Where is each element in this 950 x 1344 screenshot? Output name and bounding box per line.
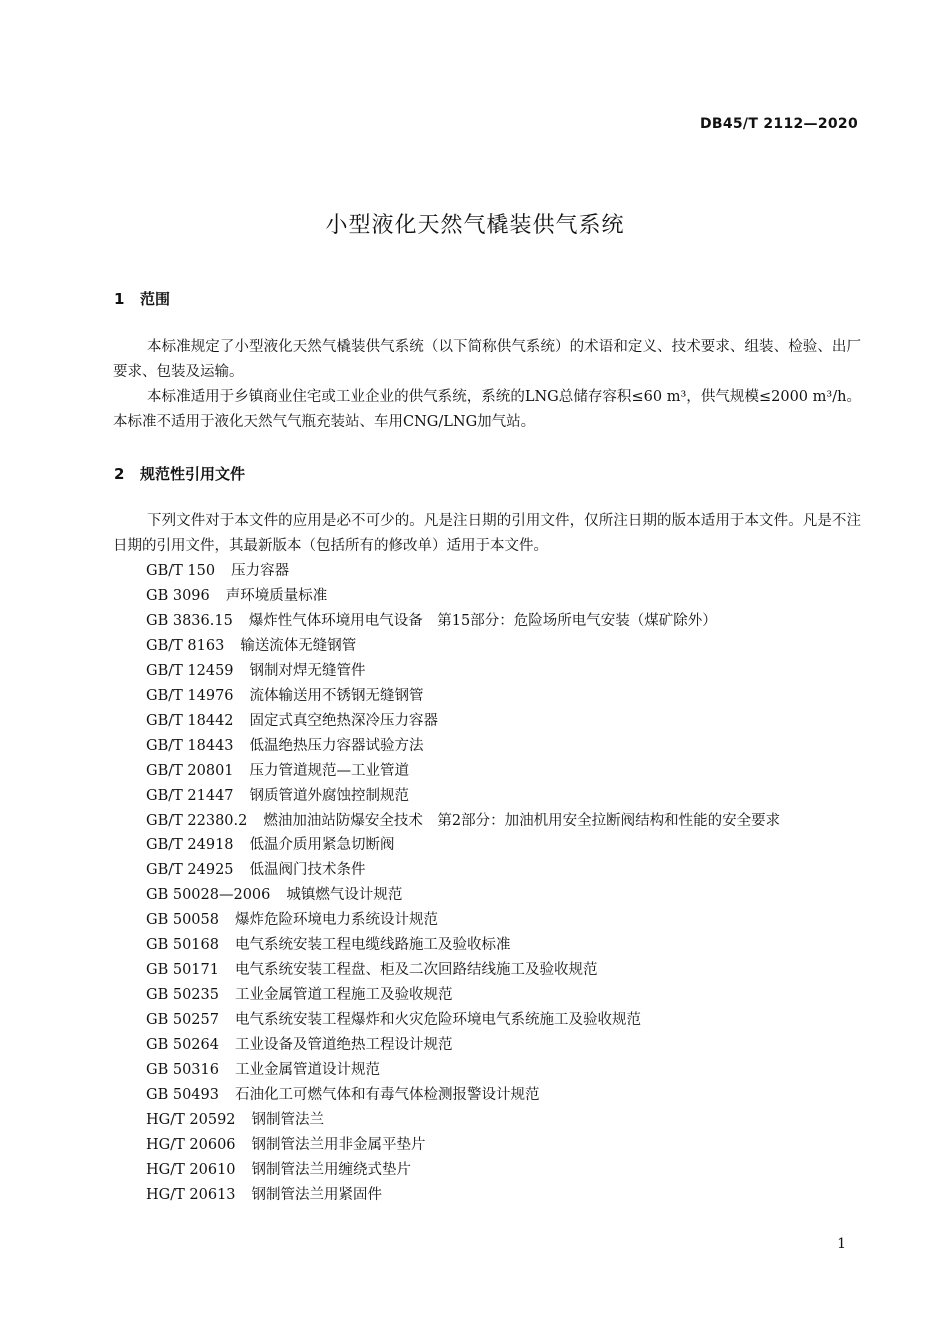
reference-code: GB 50171 bbox=[146, 962, 219, 979]
reference-code: GB 50264 bbox=[146, 1037, 219, 1054]
section-number: 1 bbox=[114, 290, 125, 308]
reference-code: GB 50168 bbox=[146, 937, 219, 954]
reference-code: GB/T 24925 bbox=[146, 862, 234, 879]
reference-title: 电气系统安装工程爆炸和火灾危险环境电气系统施工及验收规范 bbox=[234, 1012, 641, 1029]
reference-title: 钢制管法兰 bbox=[251, 1111, 325, 1128]
list-item bbox=[146, 609, 780, 634]
document-code: DB45/T 2112—2020 bbox=[699, 116, 858, 132]
reference-title: 石油化工可燃气体和有毒气体检测报警设计规范 bbox=[234, 1087, 540, 1104]
reference-title: 电气系统安装工程盘、柜及二次回路结线施工及验收规范 bbox=[234, 962, 598, 979]
reference-title: 城镇燃气设计规范 bbox=[286, 887, 403, 904]
page-number: 1 bbox=[837, 1236, 846, 1252]
reference-code: GB/T 12459 bbox=[146, 662, 234, 679]
reference-title: 钢制管法兰用非金属平垫片 bbox=[251, 1136, 426, 1153]
list-item bbox=[146, 734, 780, 759]
paragraph: 下列文件对于本文件的应用是必不可少的。凡是注日期的引用文件，仅所注日期的版本适用于本文件。凡是不注日期的引用文件，其最新版本（包括所有的修改单）适用于本文件。 bbox=[113, 513, 861, 554]
reference-list bbox=[146, 559, 780, 1208]
list-item bbox=[146, 759, 780, 784]
reference-title: 工业设备及管道绝热工程设计规范 bbox=[234, 1037, 453, 1054]
reference-title: 压力容器 bbox=[231, 563, 290, 579]
reference-code: GB 50257 bbox=[146, 1012, 219, 1029]
reference-code: GB/T 18442 bbox=[146, 712, 234, 729]
reference-title: 爆炸危险环境电力系统设计规范 bbox=[234, 912, 438, 929]
reference-title: 固定式真空绝热深冷压力容器 bbox=[249, 712, 439, 729]
reference-code: HG/T 20610 bbox=[146, 1161, 236, 1178]
reference-code: GB 3836.15 bbox=[146, 612, 233, 629]
reference-code: HG/T 20606 bbox=[146, 1136, 236, 1153]
reference-code: GB/T 21447 bbox=[146, 787, 234, 804]
list-item bbox=[146, 1158, 780, 1183]
list-item bbox=[146, 1058, 780, 1083]
page-title: 小型液化天然气橇装供气系统 bbox=[325, 213, 625, 238]
reference-title: 输送流体无缝钢管 bbox=[240, 637, 357, 654]
list-item bbox=[146, 1008, 780, 1033]
reference-code: HG/T 20613 bbox=[146, 1186, 236, 1203]
list-item bbox=[146, 958, 780, 983]
reference-code: GB/T 22380.2 bbox=[146, 812, 248, 829]
list-item bbox=[146, 858, 780, 883]
reference-code: GB 50058 bbox=[146, 912, 219, 929]
list-item bbox=[146, 833, 780, 858]
paragraph: 本标准适用于乡镇商业住宅或工业企业的供气系统，系统的LNG总储存容积≤60 m³，供气规模≤2000 m³/h。本标准不适用于液化天然气气瓶充装站、车用CNG/LNG加气站。 bbox=[113, 389, 861, 430]
list-item bbox=[146, 1133, 780, 1158]
reference-code: GB/T 150 bbox=[146, 563, 216, 579]
list-item bbox=[146, 809, 780, 834]
reference-title: 压力管道规范—工业管道 bbox=[249, 762, 410, 779]
reference-title: 钢制管法兰用缠绕式垫片 bbox=[251, 1161, 412, 1178]
list-item bbox=[146, 1108, 780, 1133]
list-item bbox=[146, 584, 780, 609]
list-item bbox=[146, 709, 780, 734]
section-title: 规范性引用文件 bbox=[140, 465, 246, 483]
reference-title: 低温介质用紧急切断阀 bbox=[249, 837, 395, 854]
list-item bbox=[146, 933, 780, 958]
section-number: 2 bbox=[114, 465, 125, 483]
reference-code: GB/T 20801 bbox=[146, 762, 234, 779]
reference-title: 钢质管道外腐蚀控制规范 bbox=[249, 787, 410, 804]
reference-code: GB/T 14976 bbox=[146, 687, 234, 704]
reference-title: 电气系统安装工程电缆线路施工及验收标准 bbox=[234, 937, 511, 954]
list-item bbox=[146, 784, 780, 809]
reference-code: GB 50235 bbox=[146, 987, 219, 1004]
reference-title: 低温绝热压力容器试验方法 bbox=[249, 737, 424, 754]
list-item bbox=[146, 559, 780, 584]
section-heading-normative-references bbox=[114, 463, 245, 484]
list-item bbox=[146, 659, 780, 684]
reference-title: 工业金属管道工程施工及验收规范 bbox=[234, 987, 453, 1004]
list-item bbox=[146, 908, 780, 933]
list-item bbox=[146, 1033, 780, 1058]
section-title: 范围 bbox=[140, 290, 171, 308]
list-item bbox=[146, 684, 780, 709]
reference-code: GB 50028—2006 bbox=[146, 887, 271, 904]
reference-title: 声环境质量标准 bbox=[225, 587, 328, 604]
reference-code: GB/T 8163 bbox=[146, 637, 225, 654]
reference-title: 工业金属管道设计规范 bbox=[234, 1062, 380, 1079]
reference-code: GB 3096 bbox=[146, 587, 210, 604]
paragraph: 本标准规定了小型液化天然气橇装供气系统（以下简称供气系统）的术语和定义、技术要求、组装、检验、出厂要求、包装及运输。 bbox=[113, 339, 861, 380]
reference-code: GB/T 24918 bbox=[146, 837, 234, 854]
reference-title: 爆炸性气体环境用电气设备 第15部分：危险场所电气安装（煤矿除外） bbox=[248, 612, 717, 629]
list-item bbox=[146, 634, 780, 659]
reference-code: GB/T 18443 bbox=[146, 737, 234, 754]
list-item bbox=[146, 1083, 780, 1108]
reference-code: HG/T 20592 bbox=[146, 1111, 236, 1128]
reference-code: GB 50493 bbox=[146, 1087, 219, 1104]
reference-title: 钢制管法兰用紧固件 bbox=[251, 1186, 383, 1203]
list-item bbox=[146, 983, 780, 1008]
list-item bbox=[146, 883, 780, 908]
reference-title: 燃油加油站防爆安全技术 第2部分：加油机用安全拉断阀结构和性能的安全要求 bbox=[263, 812, 781, 829]
reference-title: 低温阀门技术条件 bbox=[249, 862, 366, 879]
section-heading-scope bbox=[114, 288, 170, 309]
reference-title: 流体输送用不锈钢无缝钢管 bbox=[249, 687, 424, 704]
list-item bbox=[146, 1183, 780, 1208]
reference-code: GB 50316 bbox=[146, 1062, 219, 1079]
reference-title: 钢制对焊无缝管件 bbox=[249, 662, 366, 679]
